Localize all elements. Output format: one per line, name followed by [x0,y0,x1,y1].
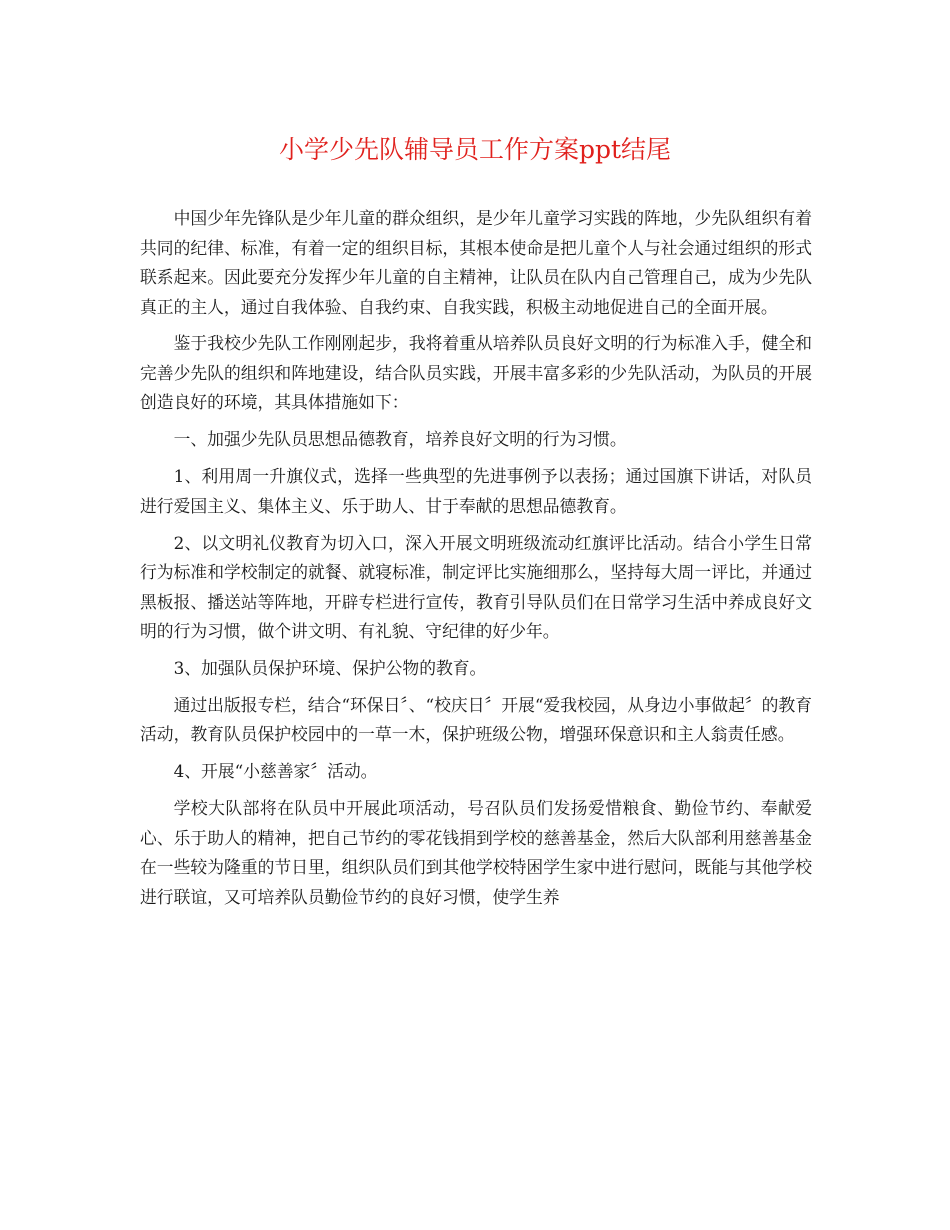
section-heading-1: 一、加强少先队员思想品德教育，培养良好文明的行为习惯。 [173,429,627,450]
paragraph-measures: 鉴于我校少先队工作刚刚起步，我将着重从培养队员良好文明的行为标准入手，健全和完善少先队的组织和阵地建设，结合队员实践，开展丰富多彩的少先队活动，为队员的开展创造良好的环境，其具体措施如下： [140,333,812,413]
paragraph-item-4-detail: 学校大队部将在队员中开展此项活动，号召队员们发扬爱惜粮食、勤俭节约、奉献爱心、乐于助人的精神，把自己节约的零花钱捐到学校的慈善基金，然后大队部利用慈善基金在一些较为隆重的节日里，组织队员们到其他学校特困学生家中进行慰问，既能与其他学校进行联谊，又可培养队员勤俭节约的良好习惯，使学生养 [140,798,812,907]
document-body [140,204,812,920]
paragraph-item-2: 2、以文明礼仪教育为切入口，深入开展文明班级流动红旗评比活动。结合小学生日常行为标准和学校制定的就餐、就寝标准，制定评比实施细那么，坚持每大周一评比，并通过黑板报、播送站等阵地，开辟专栏进行宣传，教育引导队员们在日常学习生活中养成良好文明的行为习惯，做个讲文明、有礼貌、守纪律的好少年。 [140,532,812,642]
document-title: 小学少先队辅导员工作方案ppt结尾 [278,135,672,164]
paragraph-item-4: 4、开展“小慈善家〞活动。 [173,761,378,782]
paragraph-item-1: 1、利用周一升旗仪式，选择一些典型的先进事例予以表扬；通过国旗下讲话，对队员进行爱国主义、集体主义、乐于助人、甘于奉献的思想品德教育。 [140,466,812,516]
paragraph-intro: 中国少年先锋队是少年儿童的群众组织，是少年儿童学习实践的阵地，少先队组织有着共同的纪律、标准，有着一定的组织目标，其根本使命是把儿童个人与社会通过组织的形式联系起来。因此要充分发挥少年儿童的自主精神，让队员在队内自己管理自己，成为少先队真正的主人，通过自我体验、自我约束、自我实践，积极主动地促进自己的全面开展。 [140,208,812,317]
paragraph-item-3: 3、加强队员保护环境、保护公物的教育。 [173,657,487,678]
paragraph-item-3-detail: 通过出版报专栏，结合“环保日〞、“校庆日〞开展“爱我校园，从身边小事做起〞的教育活动，教育队员保护校园中的一草一木，保护班级公物，增强环保意识和主人翁责任感。 [140,694,812,745]
